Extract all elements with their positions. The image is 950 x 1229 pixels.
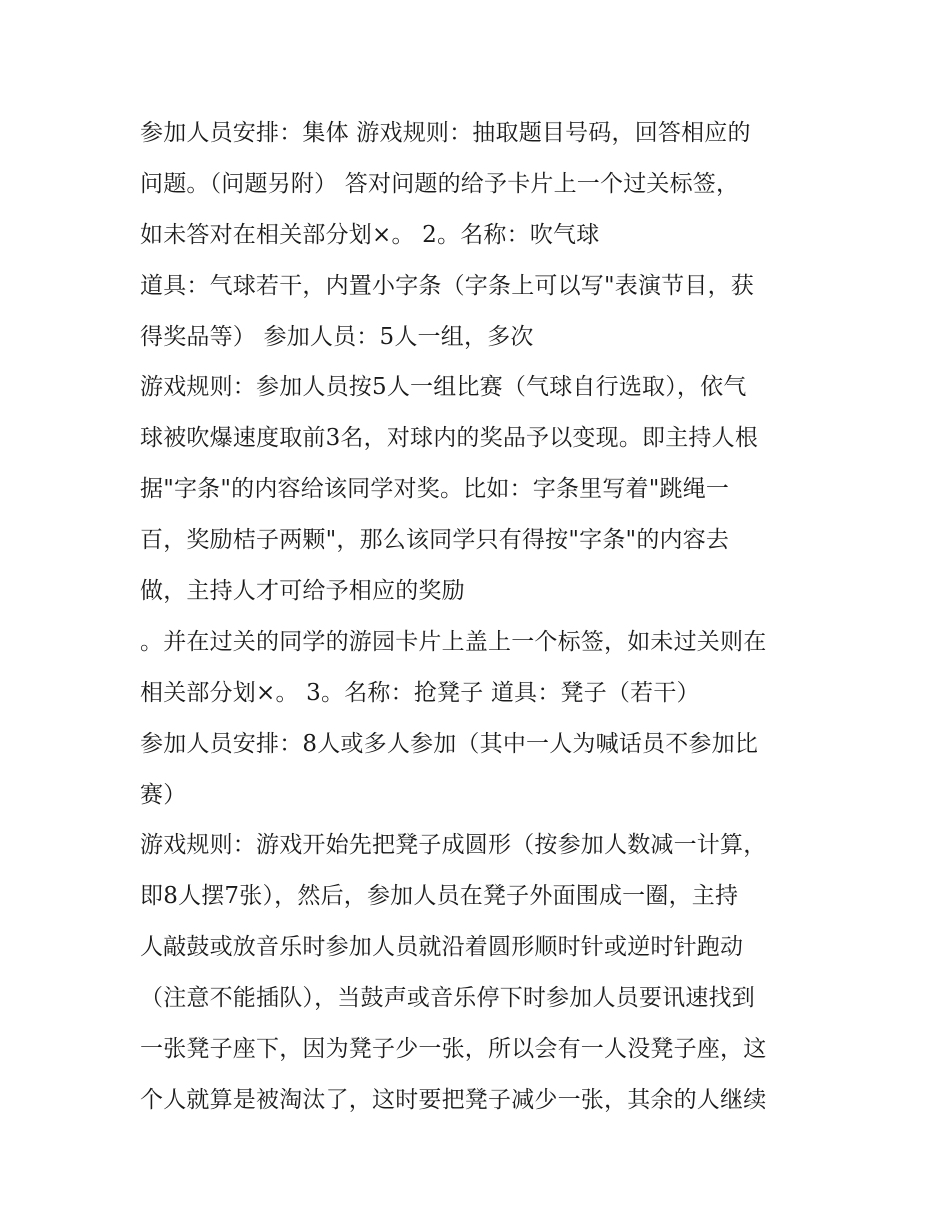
text-line: 相关部分划×。 3。名称：抢凳子 道具：凳子（若干）	[140, 679, 700, 706]
text-line: （注意不能插队），当鼓声或音乐停下时参加人员要讯速找到	[140, 985, 755, 1012]
text-line: 游戏规则：参加人员按5人一组比赛（气球自行选取），依气	[140, 374, 747, 401]
text-line: 得奖品等） 参加人员：5人一组，多次	[140, 323, 534, 350]
text-line: 游戏规则：游戏开始先把凳子成圆形（按参加人数减一计算，	[140, 832, 767, 859]
text-line: 一张凳子座下，因为凳子少一张，所以会有一人没凳子座，这	[140, 1036, 767, 1063]
text-line: 赛）	[140, 781, 187, 808]
text-line: 做，主持人才可给予相应的奖励	[140, 578, 465, 605]
text-line: 道具：气球若干，内置小字条（字条上可以写"表演节目，获	[140, 272, 754, 299]
text-line: 。并在过关的同学的游园卡片上盖上一个标签，如未过关则在	[140, 628, 767, 655]
text-line: 问题。（问题另附） 答对问题的给予卡片上一个过关标签，	[140, 170, 740, 197]
text-line: 参加人员安排：集体 游戏规则：抽取题目号码，回答相应的	[140, 120, 751, 146]
body-text	[140, 108, 820, 1126]
text-line: 即8人摆7张），然后，参加人员在凳子外面围成一圈，主持	[140, 883, 739, 910]
text-line: 球被吹爆速度取前3名，对球内的奖品予以变现。即主持人根	[140, 425, 759, 452]
text-line: 人敲鼓或放音乐时参加人员就沿着圆形顺时针或逆时针跑动	[140, 934, 744, 961]
text-line: 百，奖励桔子两颗"，那么该同学只有得按"字条"的内容去	[140, 527, 730, 554]
text-line: 据"字条"的内容给该同学对奖。比如：字条里写着"跳绳一	[140, 476, 730, 503]
text-line: 如未答对在相关部分划×。 2。名称：吹气球	[140, 221, 600, 248]
text-line: 个人就算是被淘汰了，这时要把凳子减少一张，其余的人继续	[140, 1086, 767, 1113]
text-line: 参加人员安排：8人或多人参加（其中一人为喊话员不参加比	[140, 730, 759, 757]
